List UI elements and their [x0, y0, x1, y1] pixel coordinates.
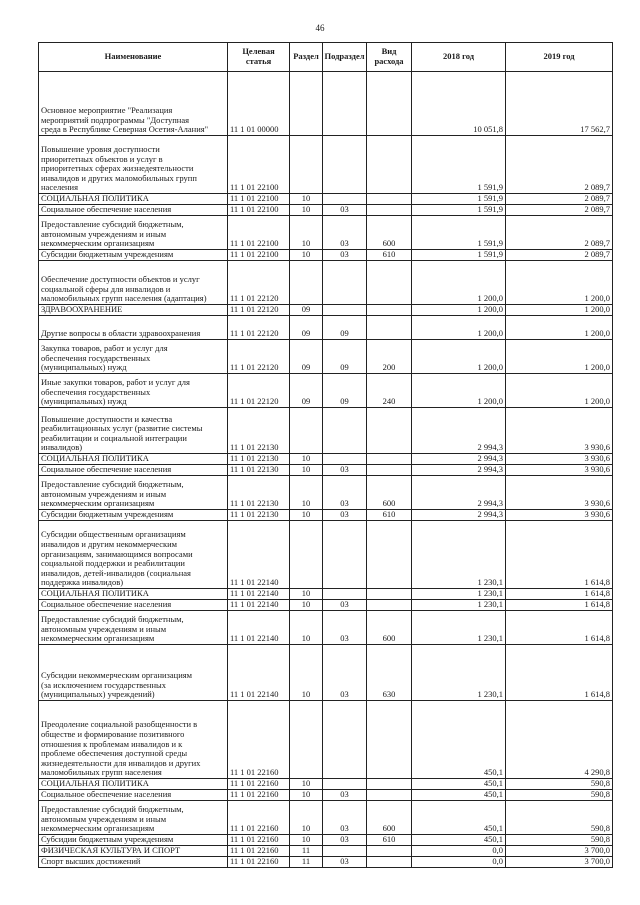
row-section-cell	[290, 261, 323, 305]
row-name-cell: Повышение уровня доступности приоритетных объектов и услуг в приоритетных сферах жизнедеятельности инвалидов и других маломобильных групп населения	[39, 136, 228, 194]
row-subsection-cell: 09	[323, 316, 367, 340]
table-row	[39, 454, 613, 465]
table-row	[39, 611, 613, 645]
row-expense-type-cell	[367, 205, 412, 216]
row-name-cell: Субсидии общественным организациям инвалидов и другим некоммерческим организациям, занимающимся вопросами социальной поддержки и реабилитации инвалидов, детей-инвалидов (социальная поддержка инвалидов)	[39, 521, 228, 589]
row-target-cell: 11 1 01 22140	[228, 645, 290, 701]
row-name-cell: СОЦИАЛЬНАЯ ПОЛИТИКА	[39, 194, 228, 205]
row-2019-cell: 2 089,7	[506, 136, 613, 194]
row-2019-cell: 1 614,8	[506, 611, 613, 645]
row-expense-type-cell: 610	[367, 835, 412, 846]
row-target-cell: 11 1 01 22100	[228, 194, 290, 205]
row-target-cell: 11 1 01 22160	[228, 790, 290, 801]
row-2019-cell: 590,8	[506, 801, 613, 835]
row-2018-cell: 450,1	[412, 790, 506, 801]
row-target-cell: 11 1 01 22130	[228, 510, 290, 521]
table-row	[39, 408, 613, 454]
row-name-cell: ФИЗИЧЕСКАЯ КУЛЬТУРА И СПОРТ	[39, 846, 228, 857]
row-subsection-cell	[323, 261, 367, 305]
row-name-cell: Социальное обеспечение населения	[39, 205, 228, 216]
row-2019-cell: 2 089,7	[506, 250, 613, 261]
row-target-cell: 11 1 01 22100	[228, 205, 290, 216]
row-2018-cell: 0,0	[412, 857, 506, 868]
row-subsection-cell: 03	[323, 835, 367, 846]
row-2019-cell: 17 562,7	[506, 72, 613, 136]
row-subsection-cell	[323, 701, 367, 779]
row-subsection-cell: 03	[323, 250, 367, 261]
col-name-header: Наименование	[39, 43, 228, 72]
row-target-cell: 11 1 01 22120	[228, 374, 290, 408]
table-row	[39, 600, 613, 611]
row-name-cell: Субсидии бюджетным учреждениям	[39, 510, 228, 521]
row-2018-cell: 450,1	[412, 835, 506, 846]
row-target-cell: 11 1 01 22160	[228, 801, 290, 835]
row-name-cell: Предоставление субсидий бюджетным, автономным учреждениям и иным некоммерческим организациям	[39, 216, 228, 250]
row-subsection-cell	[323, 589, 367, 600]
row-section-cell: 10	[290, 250, 323, 261]
row-subsection-cell: 03	[323, 465, 367, 476]
row-subsection-cell: 03	[323, 645, 367, 701]
row-2018-cell: 1 230,1	[412, 589, 506, 600]
row-section-cell: 10	[290, 645, 323, 701]
row-subsection-cell: 03	[323, 476, 367, 510]
col-section-header: Раздел	[290, 43, 323, 72]
col-expense-type-header: Вид расхода	[367, 43, 412, 72]
row-subsection-cell	[323, 779, 367, 790]
table-row	[39, 476, 613, 510]
row-2018-cell: 1 200,0	[412, 340, 506, 374]
table-row	[39, 316, 613, 340]
row-2018-cell: 2 994,3	[412, 454, 506, 465]
table-row	[39, 136, 613, 194]
row-2019-cell: 2 089,7	[506, 205, 613, 216]
row-name-cell: ЗДРАВООХРАНЕНИЕ	[39, 305, 228, 316]
row-target-cell: 11 1 01 22140	[228, 589, 290, 600]
row-target-cell: 11 1 01 22120	[228, 305, 290, 316]
row-2018-cell: 1 200,0	[412, 305, 506, 316]
row-target-cell: 11 1 01 22140	[228, 611, 290, 645]
row-2018-cell: 450,1	[412, 701, 506, 779]
row-section-cell: 10	[290, 779, 323, 790]
row-2018-cell: 1 591,9	[412, 205, 506, 216]
row-2018-cell: 2 994,3	[412, 476, 506, 510]
row-expense-type-cell: 200	[367, 340, 412, 374]
row-expense-type-cell: 600	[367, 801, 412, 835]
row-section-cell	[290, 136, 323, 194]
table-row	[39, 521, 613, 589]
table-row	[39, 835, 613, 846]
row-expense-type-cell	[367, 790, 412, 801]
row-name-cell: СОЦИАЛЬНАЯ ПОЛИТИКА	[39, 779, 228, 790]
row-name-cell: Иные закупки товаров, работ и услуг для обеспечения государственных (муниципальных) нужд	[39, 374, 228, 408]
row-2019-cell: 590,8	[506, 790, 613, 801]
table-row	[39, 701, 613, 779]
row-expense-type-cell	[367, 316, 412, 340]
row-name-cell: Субсидии бюджетным учреждениям	[39, 835, 228, 846]
row-target-cell: 11 1 01 22100	[228, 216, 290, 250]
budget-table	[38, 42, 613, 868]
row-subsection-cell: 03	[323, 857, 367, 868]
row-subsection-cell: 03	[323, 611, 367, 645]
row-expense-type-cell	[367, 261, 412, 305]
table-row	[39, 305, 613, 316]
row-name-cell: Обеспечение доступности объектов и услуг социальной сферы для инвалидов и маломобильных групп населения (адаптация)	[39, 261, 228, 305]
row-2018-cell: 1 230,1	[412, 600, 506, 611]
row-2019-cell: 1 200,0	[506, 316, 613, 340]
row-section-cell	[290, 701, 323, 779]
row-expense-type-cell	[367, 136, 412, 194]
row-2019-cell: 2 089,7	[506, 216, 613, 250]
row-section-cell: 09	[290, 340, 323, 374]
row-expense-type-cell	[367, 72, 412, 136]
row-section-cell: 10	[290, 194, 323, 205]
row-2019-cell: 3 930,6	[506, 510, 613, 521]
row-2019-cell: 3 930,6	[506, 476, 613, 510]
row-2018-cell: 0,0	[412, 846, 506, 857]
row-name-cell: СОЦИАЛЬНАЯ ПОЛИТИКА	[39, 589, 228, 600]
row-target-cell: 11 1 01 22160	[228, 779, 290, 790]
row-2019-cell: 590,8	[506, 779, 613, 790]
row-section-cell	[290, 72, 323, 136]
row-target-cell: 11 1 01 22130	[228, 408, 290, 454]
row-subsection-cell	[323, 194, 367, 205]
row-subsection-cell: 03	[323, 205, 367, 216]
row-2018-cell: 2 994,3	[412, 408, 506, 454]
row-2018-cell: 1 230,1	[412, 645, 506, 701]
col-2018-header: 2018 год	[412, 43, 506, 72]
row-expense-type-cell	[367, 194, 412, 205]
row-target-cell: 11 1 01 22120	[228, 261, 290, 305]
row-target-cell: 11 1 01 22140	[228, 521, 290, 589]
row-2019-cell: 1 614,8	[506, 589, 613, 600]
row-subsection-cell: 03	[323, 790, 367, 801]
col-2019-header: 2019 год	[506, 43, 613, 72]
row-expense-type-cell	[367, 305, 412, 316]
row-2018-cell: 1 591,9	[412, 216, 506, 250]
row-name-cell: Другие вопросы в области здравоохранения	[39, 316, 228, 340]
row-name-cell: Социальное обеспечение населения	[39, 790, 228, 801]
row-section-cell: 11	[290, 846, 323, 857]
row-subsection-cell	[323, 408, 367, 454]
row-subsection-cell: 09	[323, 340, 367, 374]
row-target-cell: 11 1 01 22130	[228, 476, 290, 510]
row-2018-cell: 1 591,9	[412, 250, 506, 261]
row-expense-type-cell	[367, 779, 412, 790]
table-row	[39, 194, 613, 205]
row-section-cell: 09	[290, 374, 323, 408]
table-row	[39, 645, 613, 701]
row-expense-type-cell	[367, 454, 412, 465]
table-row	[39, 790, 613, 801]
table-row	[39, 216, 613, 250]
row-expense-type-cell	[367, 701, 412, 779]
row-subsection-cell: 03	[323, 801, 367, 835]
row-name-cell: Предоставление субсидий бюджетным, автономным учреждениям и иным некоммерческим организациям	[39, 611, 228, 645]
row-name-cell: Спорт высших достижений	[39, 857, 228, 868]
row-2018-cell: 1 591,9	[412, 136, 506, 194]
table-row	[39, 510, 613, 521]
row-subsection-cell: 09	[323, 374, 367, 408]
row-section-cell: 10	[290, 611, 323, 645]
row-2018-cell: 1 200,0	[412, 374, 506, 408]
row-target-cell: 11 1 01 22160	[228, 857, 290, 868]
row-section-cell: 10	[290, 835, 323, 846]
row-subsection-cell	[323, 454, 367, 465]
row-subsection-cell	[323, 72, 367, 136]
row-expense-type-cell	[367, 589, 412, 600]
table-row	[39, 801, 613, 835]
row-expense-type-cell	[367, 465, 412, 476]
row-name-cell: Социальное обеспечение населения	[39, 600, 228, 611]
row-2018-cell: 1 230,1	[412, 521, 506, 589]
table-row	[39, 465, 613, 476]
row-2018-cell: 1 230,1	[412, 611, 506, 645]
row-2019-cell: 3 930,6	[506, 408, 613, 454]
row-2019-cell: 4 290,8	[506, 701, 613, 779]
row-2019-cell: 590,8	[506, 835, 613, 846]
row-expense-type-cell: 600	[367, 476, 412, 510]
row-name-cell: Субсидии бюджетным учреждениям	[39, 250, 228, 261]
row-2019-cell: 3 700,0	[506, 846, 613, 857]
table-row	[39, 589, 613, 600]
row-target-cell: 11 1 01 22130	[228, 465, 290, 476]
row-name-cell: Повышение доступности и качества реабилитационных услуг (развитие системы реабилитации и социальной интеграции инвалидов)	[39, 408, 228, 454]
table-row	[39, 205, 613, 216]
row-target-cell: 11 1 01 22160	[228, 835, 290, 846]
row-section-cell: 10	[290, 600, 323, 611]
row-subsection-cell: 03	[323, 510, 367, 521]
row-target-cell: 11 1 01 00000	[228, 72, 290, 136]
row-2018-cell: 10 051,8	[412, 72, 506, 136]
table-row	[39, 779, 613, 790]
row-2019-cell: 3 930,6	[506, 454, 613, 465]
row-2019-cell: 1 200,0	[506, 340, 613, 374]
table-row	[39, 374, 613, 408]
row-target-cell: 11 1 01 22120	[228, 316, 290, 340]
row-section-cell: 10	[290, 454, 323, 465]
table-row	[39, 857, 613, 868]
row-expense-type-cell	[367, 600, 412, 611]
row-section-cell: 10	[290, 589, 323, 600]
row-target-cell: 11 1 01 22160	[228, 846, 290, 857]
row-2018-cell: 1 591,9	[412, 194, 506, 205]
row-2019-cell: 1 614,8	[506, 645, 613, 701]
table-row	[39, 261, 613, 305]
row-expense-type-cell	[367, 408, 412, 454]
row-section-cell	[290, 408, 323, 454]
row-2018-cell: 1 200,0	[412, 316, 506, 340]
row-2019-cell: 1 200,0	[506, 374, 613, 408]
row-section-cell: 10	[290, 216, 323, 250]
row-section-cell: 10	[290, 790, 323, 801]
row-expense-type-cell: 610	[367, 250, 412, 261]
row-subsection-cell	[323, 136, 367, 194]
row-subsection-cell	[323, 521, 367, 589]
row-expense-type-cell: 600	[367, 216, 412, 250]
row-subsection-cell	[323, 305, 367, 316]
row-subsection-cell: 03	[323, 216, 367, 250]
header-row	[39, 43, 613, 72]
row-section-cell: 11	[290, 857, 323, 868]
row-section-cell: 09	[290, 316, 323, 340]
table-row	[39, 250, 613, 261]
row-2019-cell: 1 614,8	[506, 600, 613, 611]
row-2019-cell: 3 930,6	[506, 465, 613, 476]
row-2018-cell: 450,1	[412, 801, 506, 835]
row-expense-type-cell: 240	[367, 374, 412, 408]
row-section-cell: 10	[290, 476, 323, 510]
row-target-cell: 11 1 01 22100	[228, 136, 290, 194]
row-2019-cell: 1 200,0	[506, 305, 613, 316]
row-target-cell: 11 1 01 22140	[228, 600, 290, 611]
row-name-cell: Предоставление субсидий бюджетным, автономным учреждениям и иным некоммерческим организациям	[39, 476, 228, 510]
row-section-cell: 10	[290, 465, 323, 476]
row-expense-type-cell	[367, 521, 412, 589]
row-2018-cell: 1 200,0	[412, 261, 506, 305]
row-section-cell: 09	[290, 305, 323, 316]
row-subsection-cell	[323, 846, 367, 857]
table-body	[39, 72, 613, 868]
row-2019-cell: 2 089,7	[506, 194, 613, 205]
row-name-cell: Субсидии некоммерческим организациям (за исключением государственных (муниципальных) учреждений)	[39, 645, 228, 701]
row-target-cell: 11 1 01 22130	[228, 454, 290, 465]
table-row	[39, 340, 613, 374]
row-2019-cell: 1 614,8	[506, 521, 613, 589]
row-section-cell: 10	[290, 801, 323, 835]
row-section-cell: 10	[290, 205, 323, 216]
row-2019-cell: 1 200,0	[506, 261, 613, 305]
row-subsection-cell: 03	[323, 600, 367, 611]
table-row	[39, 846, 613, 857]
page-number: 46	[315, 23, 325, 33]
row-2019-cell: 3 700,0	[506, 857, 613, 868]
row-2018-cell: 450,1	[412, 779, 506, 790]
row-name-cell: СОЦИАЛЬНАЯ ПОЛИТИКА	[39, 454, 228, 465]
row-target-cell: 11 1 01 22100	[228, 250, 290, 261]
row-2018-cell: 2 994,3	[412, 510, 506, 521]
row-2018-cell: 2 994,3	[412, 465, 506, 476]
row-section-cell	[290, 521, 323, 589]
row-name-cell: Социальное обеспечение населения	[39, 465, 228, 476]
row-expense-type-cell: 600	[367, 611, 412, 645]
col-target-header: Целевая статья	[228, 43, 290, 72]
row-expense-type-cell: 630	[367, 645, 412, 701]
row-expense-type-cell	[367, 857, 412, 868]
table-row	[39, 72, 613, 136]
row-target-cell: 11 1 01 22160	[228, 701, 290, 779]
row-target-cell: 11 1 01 22120	[228, 340, 290, 374]
row-name-cell: Преодоление социальной разобщенности в обществе и формирование позитивного отношения к проблемам инвалидов и к проблеме обеспечения доступной среды жизнедеятельности для инвалидов и других маломобильных групп населения	[39, 701, 228, 779]
row-expense-type-cell	[367, 846, 412, 857]
row-name-cell: Предоставление субсидий бюджетным, автономным учреждениям и иным некоммерческим организациям	[39, 801, 228, 835]
row-name-cell: Закупка товаров, работ и услуг для обеспечения государственных (муниципальных) нужд	[39, 340, 228, 374]
col-subsection-header: Подраздел	[323, 43, 367, 72]
row-section-cell: 10	[290, 510, 323, 521]
row-name-cell: Основное мероприятие "Реализация мероприятий подпрограммы "Доступная среда в Республике Северная Осетия-Алания"	[39, 72, 228, 136]
row-expense-type-cell: 610	[367, 510, 412, 521]
